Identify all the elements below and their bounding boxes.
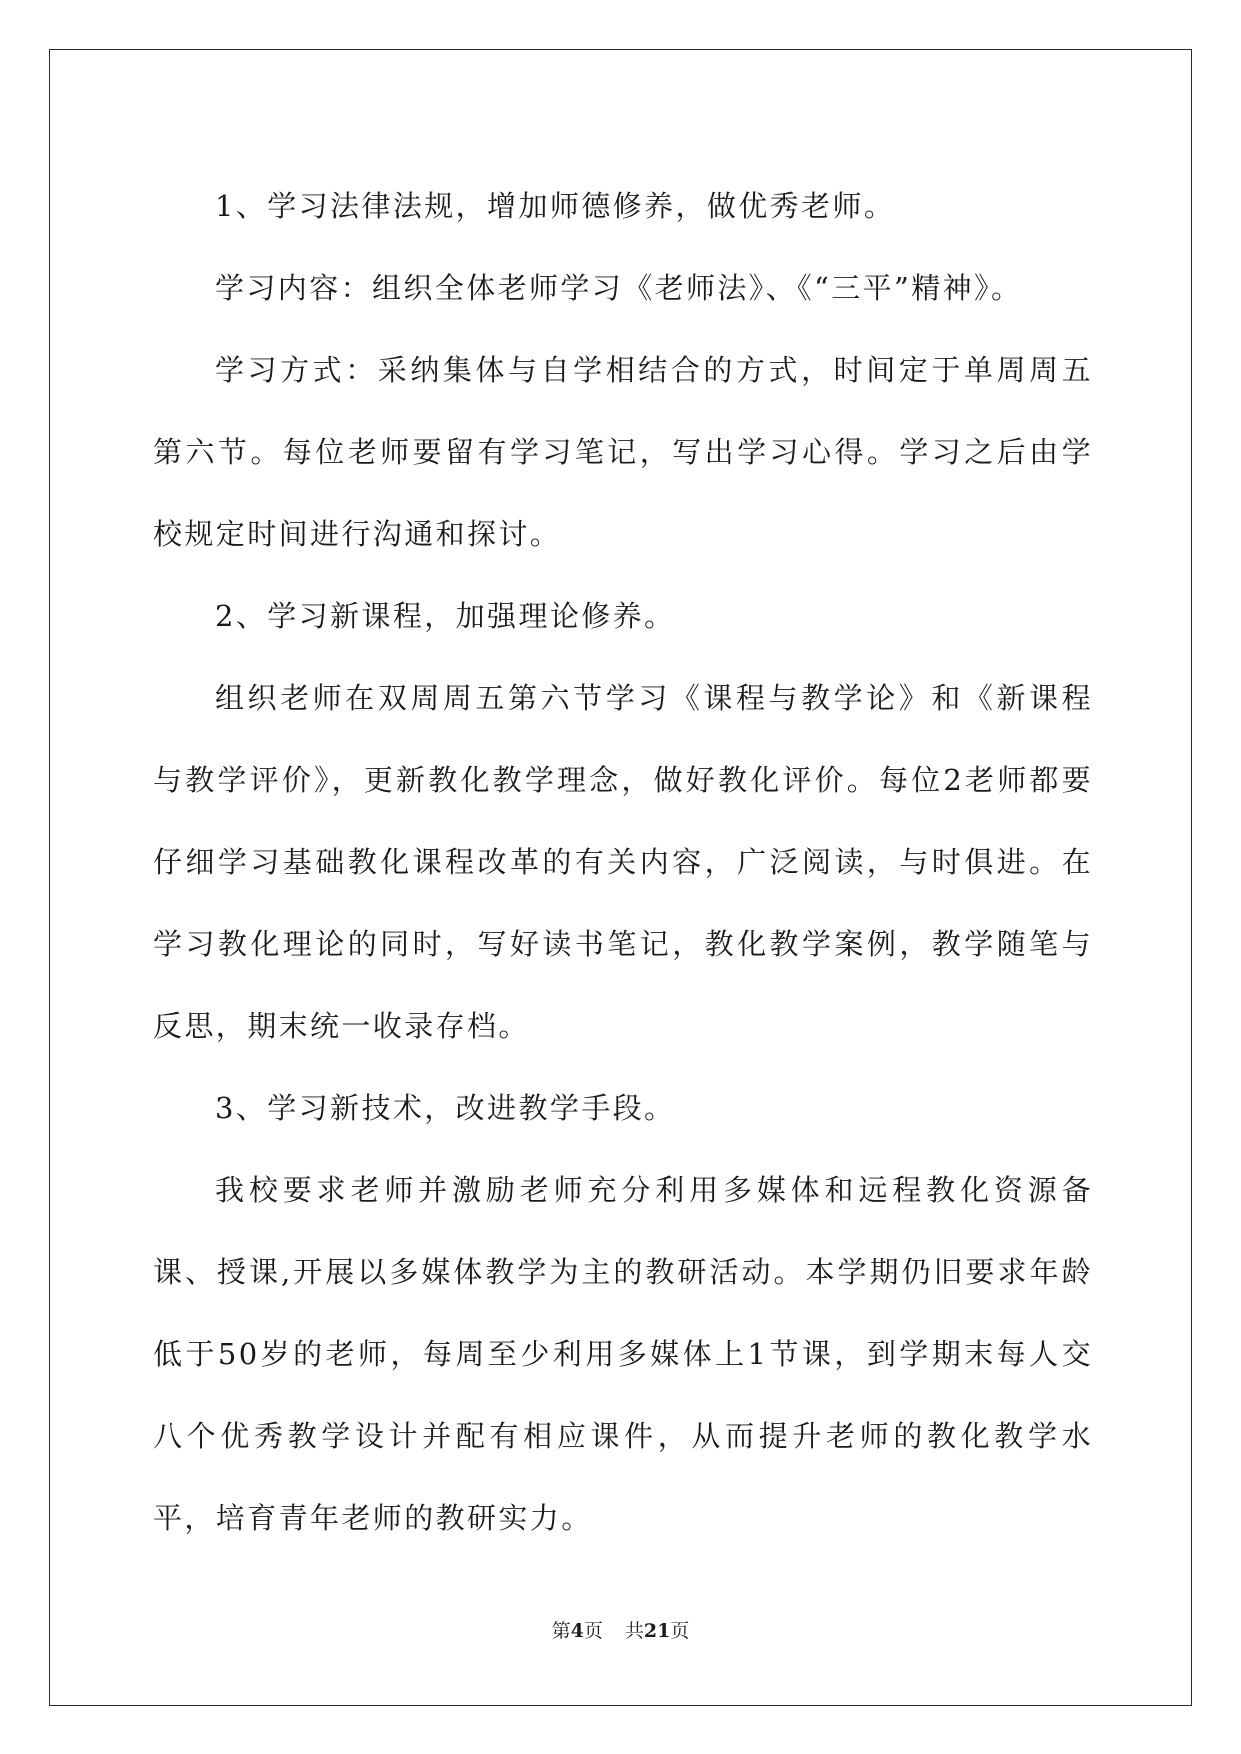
paragraph-study-method: 学习方式：采纳集体与自学相结合的方式，时间定于单周周五第六节。每位老师要留有学习笔记，写出学习心得。学习之后由学校规定时间进行沟通和探讨。 [153,353,1093,551]
paragraph-heading-2: 2、学习新课程，加强理论修养。 [215,599,676,633]
paragraph-new-curriculum: 组织老师在双周周五第六节学习《课程与教学论》和《新课程与教学评价》，更新教化教学理念，做好教化评价。每位2老师都要仔细学习基础教化课程改革的有关内容，广泛阅读，与时俱进。在学习教化理论的同时，写好读书笔记，教化教学案例，教学随笔与反思，期末统一收录存档。 [153,681,1093,1043]
paragraph-multimedia: 我校要求老师并激励老师充分利用多媒体和远程教化资源备课、授课,开展以多媒体教学为主的教研活动。本学期仍旧要求年龄低于50岁的老师，每周至少利用多媒体上1节课，到学期末每人交八个优秀教学设计并配有相应课件，从而提升老师的教化教学水平，培育青年老师的教研实力。 [153,1173,1093,1535]
document-body [153,165,1093,1559]
total-suffix: 页 [670,1620,690,1642]
paragraph-heading-1: 1、学习法律法规，增加师德修养，做优秀老师。 [215,189,896,223]
total-pages: 21 [643,1620,671,1642]
page-prefix: 第 [551,1620,571,1642]
page-footer [0,1616,1241,1643]
total-prefix: 共 [624,1620,644,1642]
page-number: 4 [570,1620,584,1642]
paragraph-study-content: 学习内容：组织全体老师学习《老师法》、《“三平”精神》。 [215,271,1023,305]
page-suffix: 页 [583,1620,603,1642]
paragraph-heading-3: 3、学习新技术，改进教学手段。 [215,1091,676,1125]
